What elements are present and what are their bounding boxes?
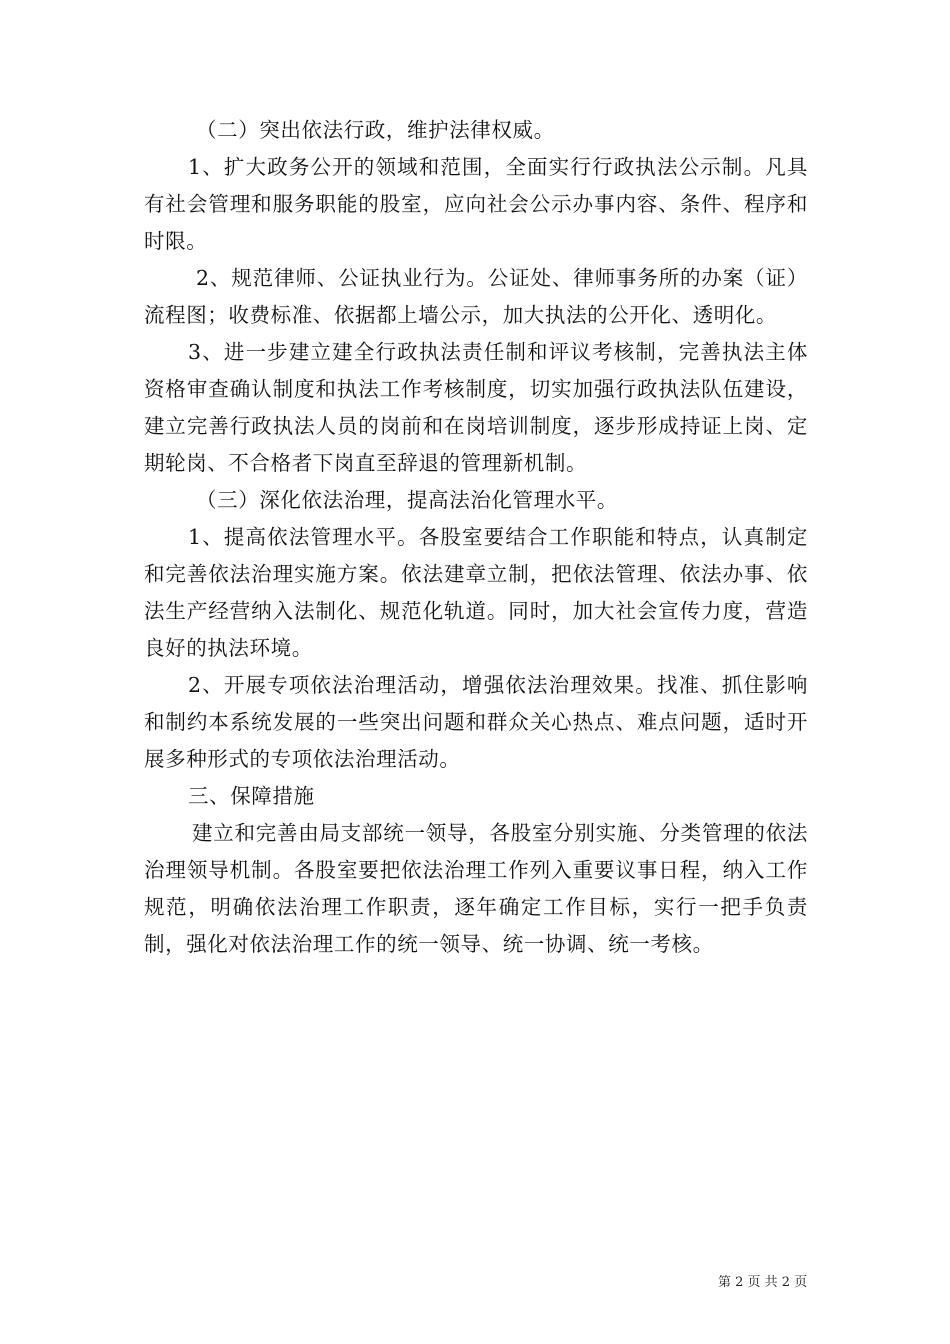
paragraph-item-5: 2、开展专项依法治理活动，增强依法治理效果。找准、抓住影响和制约本系统发展的一些突出问题和群众关心热点、难点问题，适时开展多种形式的专项依法治理活动。 xyxy=(144,673,808,771)
paragraph-item-2: 2、规范律师、公证执业行为。公证处、律师事务所的办案（证）流程图；收费标准、依据都上墙公示，加大执法的公开化、透明化。 xyxy=(144,266,808,327)
paragraph-item-4: 1、提高依法管理水平。各股室要结合工作职能和特点，认真制定和完善依法治理实施方案。依法建章立制，把依法管理、依法办事、依法生产经营纳入法制化、规范化轨道。同时，加大社会宣传力度，营造良好的执法环境。 xyxy=(144,525,808,660)
page-number-footer: 第 2 页 共 2 页 xyxy=(718,1275,808,1290)
section-heading-safeguards: 三、保障措施 xyxy=(188,784,315,808)
section-heading-2: （二）突出依法行政，维护法律权威。 xyxy=(196,118,555,142)
document-body xyxy=(144,112,808,963)
paragraph-item-1: 1、扩大政务公开的领域和范围，全面实行行政执法公示制。凡具有社会管理和服务职能的股室，应向社会公示办事内容、条件、程序和时限。 xyxy=(144,155,808,253)
paragraph-item-3: 3、进一步建立建全行政执法责任制和评议考核制，完善执法主体资格审查确认制度和执法工作考核制度，切实加强行政执法队伍建设，建立完善行政执法人员的岗前和在岗培训制度，逐步形成持证上岗、定期轮岗、不合格者下岗直至辞退的管理新机制。 xyxy=(144,340,808,475)
section-heading-3: （三）深化依法治理，提高法治化管理水平。 xyxy=(196,488,618,512)
paragraph-safeguards: 建立和完善由局支部统一领导，各股室分别实施、分类管理的依法治理领导机制。各股室要把依法治理工作列入重要议事日程，纳入工作规范，明确依法治理工作职责，逐年确定工作目标，实行一把手负责制，强化对依法治理工作的统一领导、统一协调、统一考核。 xyxy=(144,821,808,956)
